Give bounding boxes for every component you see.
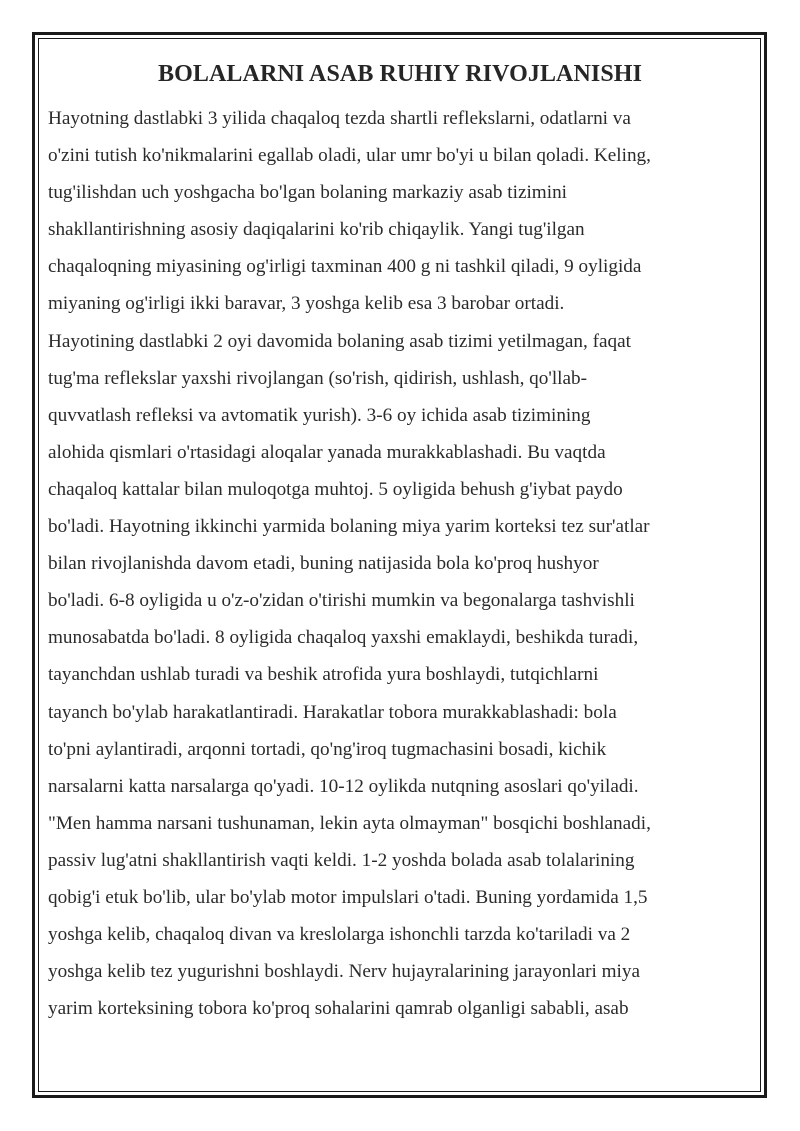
- body-line: tug'ilishdan uch yoshgacha bo'lgan bolaning markaziy asab tizimini: [48, 182, 567, 204]
- body-line: narsalarni katta narsalarga qo'yadi. 10-12 oylikda nutqning asoslari qo'yiladi.: [48, 775, 639, 797]
- body-line: chaqaloq kattalar bilan muloqotga muhtoj. 5 oyligida behush g'iybat paydo: [48, 478, 623, 500]
- body-line: chaqaloqning miyasining og'irligi taxminan 400 g ni tashkil qiladi, 9 oyligida: [48, 256, 642, 278]
- body-line: qobig'i etuk bo'lib, ular bo'ylab motor impulslari o'tadi. Buning yordamida 1,5: [48, 886, 648, 908]
- body-line: passiv lug'atni shakllantirish vaqti keldi. 1-2 yoshda bolada asab tolalarining: [48, 849, 635, 871]
- body-line: tayanch bo'ylab harakatlantiradi. Harakatlar tobora murakkablashadi: bola: [48, 701, 617, 723]
- body-line: bo'ladi. 6-8 oyligida u o'z-o'zidan o'tirishi mumkin va begonalarga tashvishli: [48, 590, 635, 612]
- body-line: Hayotning dastlabki 3 yilida chaqaloq tezda shartli reflekslarni, odatlarni va: [48, 108, 631, 129]
- body-line: munosabatda bo'ladi. 8 oyligida chaqaloq yaxshi emaklaydi, beshikda turadi,: [48, 627, 639, 649]
- body-line: Hayotining dastlabki 2 oyi davomida bolaning asab tizimi yetilmagan, faqat: [48, 330, 631, 352]
- body-line: "Men hamma narsani tushunaman, lekin ayta olmayman" bosqichi boshlanadi,: [48, 812, 651, 834]
- document-body: [48, 100, 651, 1027]
- body-line: bo'ladi. Hayotning ikkinchi yarmida bolaning miya yarim korteksi tez sur'atlar: [48, 516, 650, 538]
- body-line: tayanchdan ushlab turadi va beshik atrofida yura boshlaydi, tutqichlarni: [48, 664, 599, 686]
- body-line: o'zini tutish ko'nikmalarini egallab oladi, ular umr bo'yi u bilan qoladi. Keling,: [48, 145, 651, 167]
- body-line: quvvatlash refleksi va avtomatik yurish). 3-6 oy ichida asab tizimining: [48, 404, 591, 426]
- body-line: yoshga kelib tez yugurishni boshlaydi. Nerv hujayralarining jarayonlari miya: [48, 961, 640, 983]
- body-line: yarim korteksining tobora ko'proq sohalarini qamrab olganligi sababli, asab: [48, 998, 629, 1020]
- body-line: to'pni aylantiradi, arqonni tortadi, qo'ng'iroq tugmachasini bosadi, kichik: [48, 738, 607, 760]
- document-title: BOLALARNI ASAB RUHIY RIVOJLANISHI: [157, 61, 643, 87]
- body-line: alohida qismlari o'rtasidagi aloqalar yanada murakkablashadi. Bu vaqtda: [48, 441, 606, 463]
- body-line: miyaning og'irligi ikki baravar, 3 yoshga kelib esa 3 barobar ortadi.: [48, 293, 565, 315]
- body-line: tug'ma reflekslar yaxshi rivojlangan (so'rish, qidirish, ushlash, qo'llab-: [48, 367, 587, 389]
- body-line: yoshga kelib, chaqaloq divan va kreslolarga ishonchli tarzda ko'tariladi va 2: [48, 924, 631, 946]
- body-line: bilan rivojlanishda davom etadi, buning natijasida bola ko'proq hushyor: [48, 553, 599, 575]
- body-line: shakllantirishning asosiy daqiqalarini ko'rib chiqaylik. Yangi tug'ilgan: [48, 219, 585, 241]
